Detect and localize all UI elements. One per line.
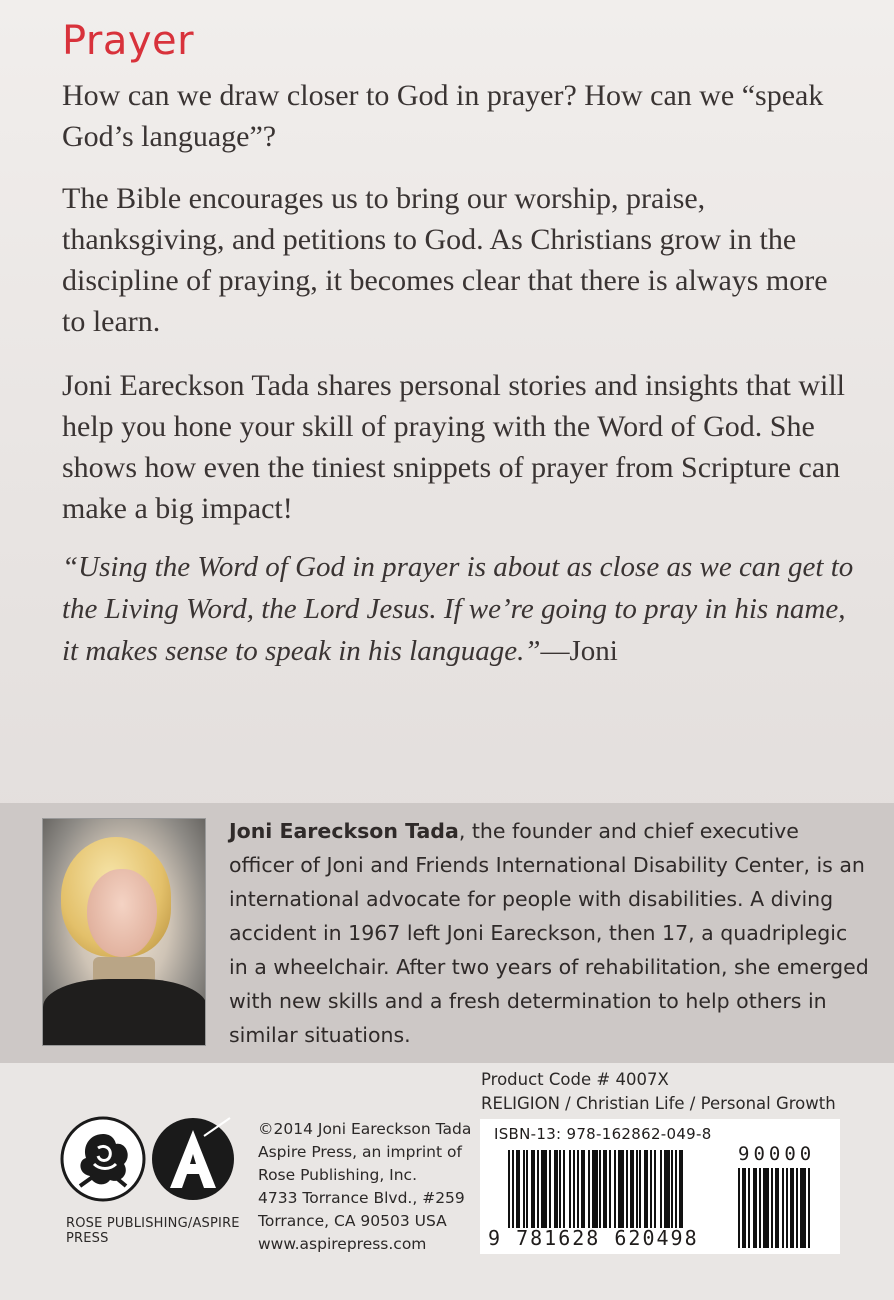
quote-attribution: —Joni: [540, 635, 618, 667]
author-bio: [229, 814, 869, 1052]
publisher-website: www.aspirepress.com: [258, 1235, 427, 1253]
isbn-barcode: [508, 1150, 730, 1228]
ean-digits: 9 781628 620498: [488, 1226, 699, 1250]
copyright-block: [258, 1118, 471, 1256]
rose-logo-icon: [60, 1116, 146, 1202]
bible-paragraph: The Bible encourages us to bring our worship, praise, thanksgiving, and petitions to God. As Christians grow in the discipline of praying, it becomes clear that there is always more to learn.: [62, 182, 828, 338]
publisher-street: 4733 Torrance Blvd., #259: [258, 1189, 465, 1207]
copyright-line: ©2014 Joni Eareckson Tada: [258, 1120, 472, 1138]
author-bio-text: , the founder and chief executive officer of Joni and Friends International Disability Center, is an international advocate for people with disabilities. A diving accident in 1967 left Joni Eareckson, then 17, a quadriplegic in a wheelchair. After two years of rehabilitation, she emerged with new skills and a fresh determination to help others in similar situations.: [229, 819, 869, 1047]
product-category: RELIGION / Christian Life / Personal Growth: [481, 1094, 836, 1113]
author-name: Joni Eareckson Tada: [229, 819, 459, 843]
aspire-logo-icon: [150, 1116, 236, 1202]
author-quote: [62, 546, 862, 672]
author-photo: [42, 818, 206, 1046]
publisher-line: Aspire Press, an imprint of: [258, 1143, 462, 1161]
product-code: Product Code # 4007X: [481, 1070, 669, 1089]
publisher-company: Rose Publishing, Inc.: [258, 1166, 418, 1184]
isbn-label: ISBN-13: 978-162862-049-8: [494, 1125, 712, 1143]
intro-paragraph: How can we draw closer to God in prayer? How can we “speak God’s language”?: [62, 79, 824, 153]
price-barcode: [738, 1168, 834, 1248]
publisher-logo-text: ROSE PUBLISHING/ASPIRE PRESS: [66, 1216, 240, 1246]
quote-text: “Using the Word of God in prayer is about as close as we can get to the Living Word, the Lord Jesus. If we’re going to pray in his name, it makes sense to speak in his language.”: [62, 551, 854, 667]
author-stories-paragraph: Joni Eareckson Tada shares personal stories and insights that will help you hone your skill of praying with the Word of God. She shows how even the tiniest snippets of prayer from Scripture can make a big impact!: [62, 369, 846, 525]
section-heading: Prayer: [62, 18, 195, 64]
publisher-logos: [54, 1112, 244, 1246]
publisher-city: Torrance, CA 90503 USA: [258, 1212, 447, 1230]
price-code: 90000: [738, 1143, 816, 1165]
product-info: [481, 1068, 836, 1116]
